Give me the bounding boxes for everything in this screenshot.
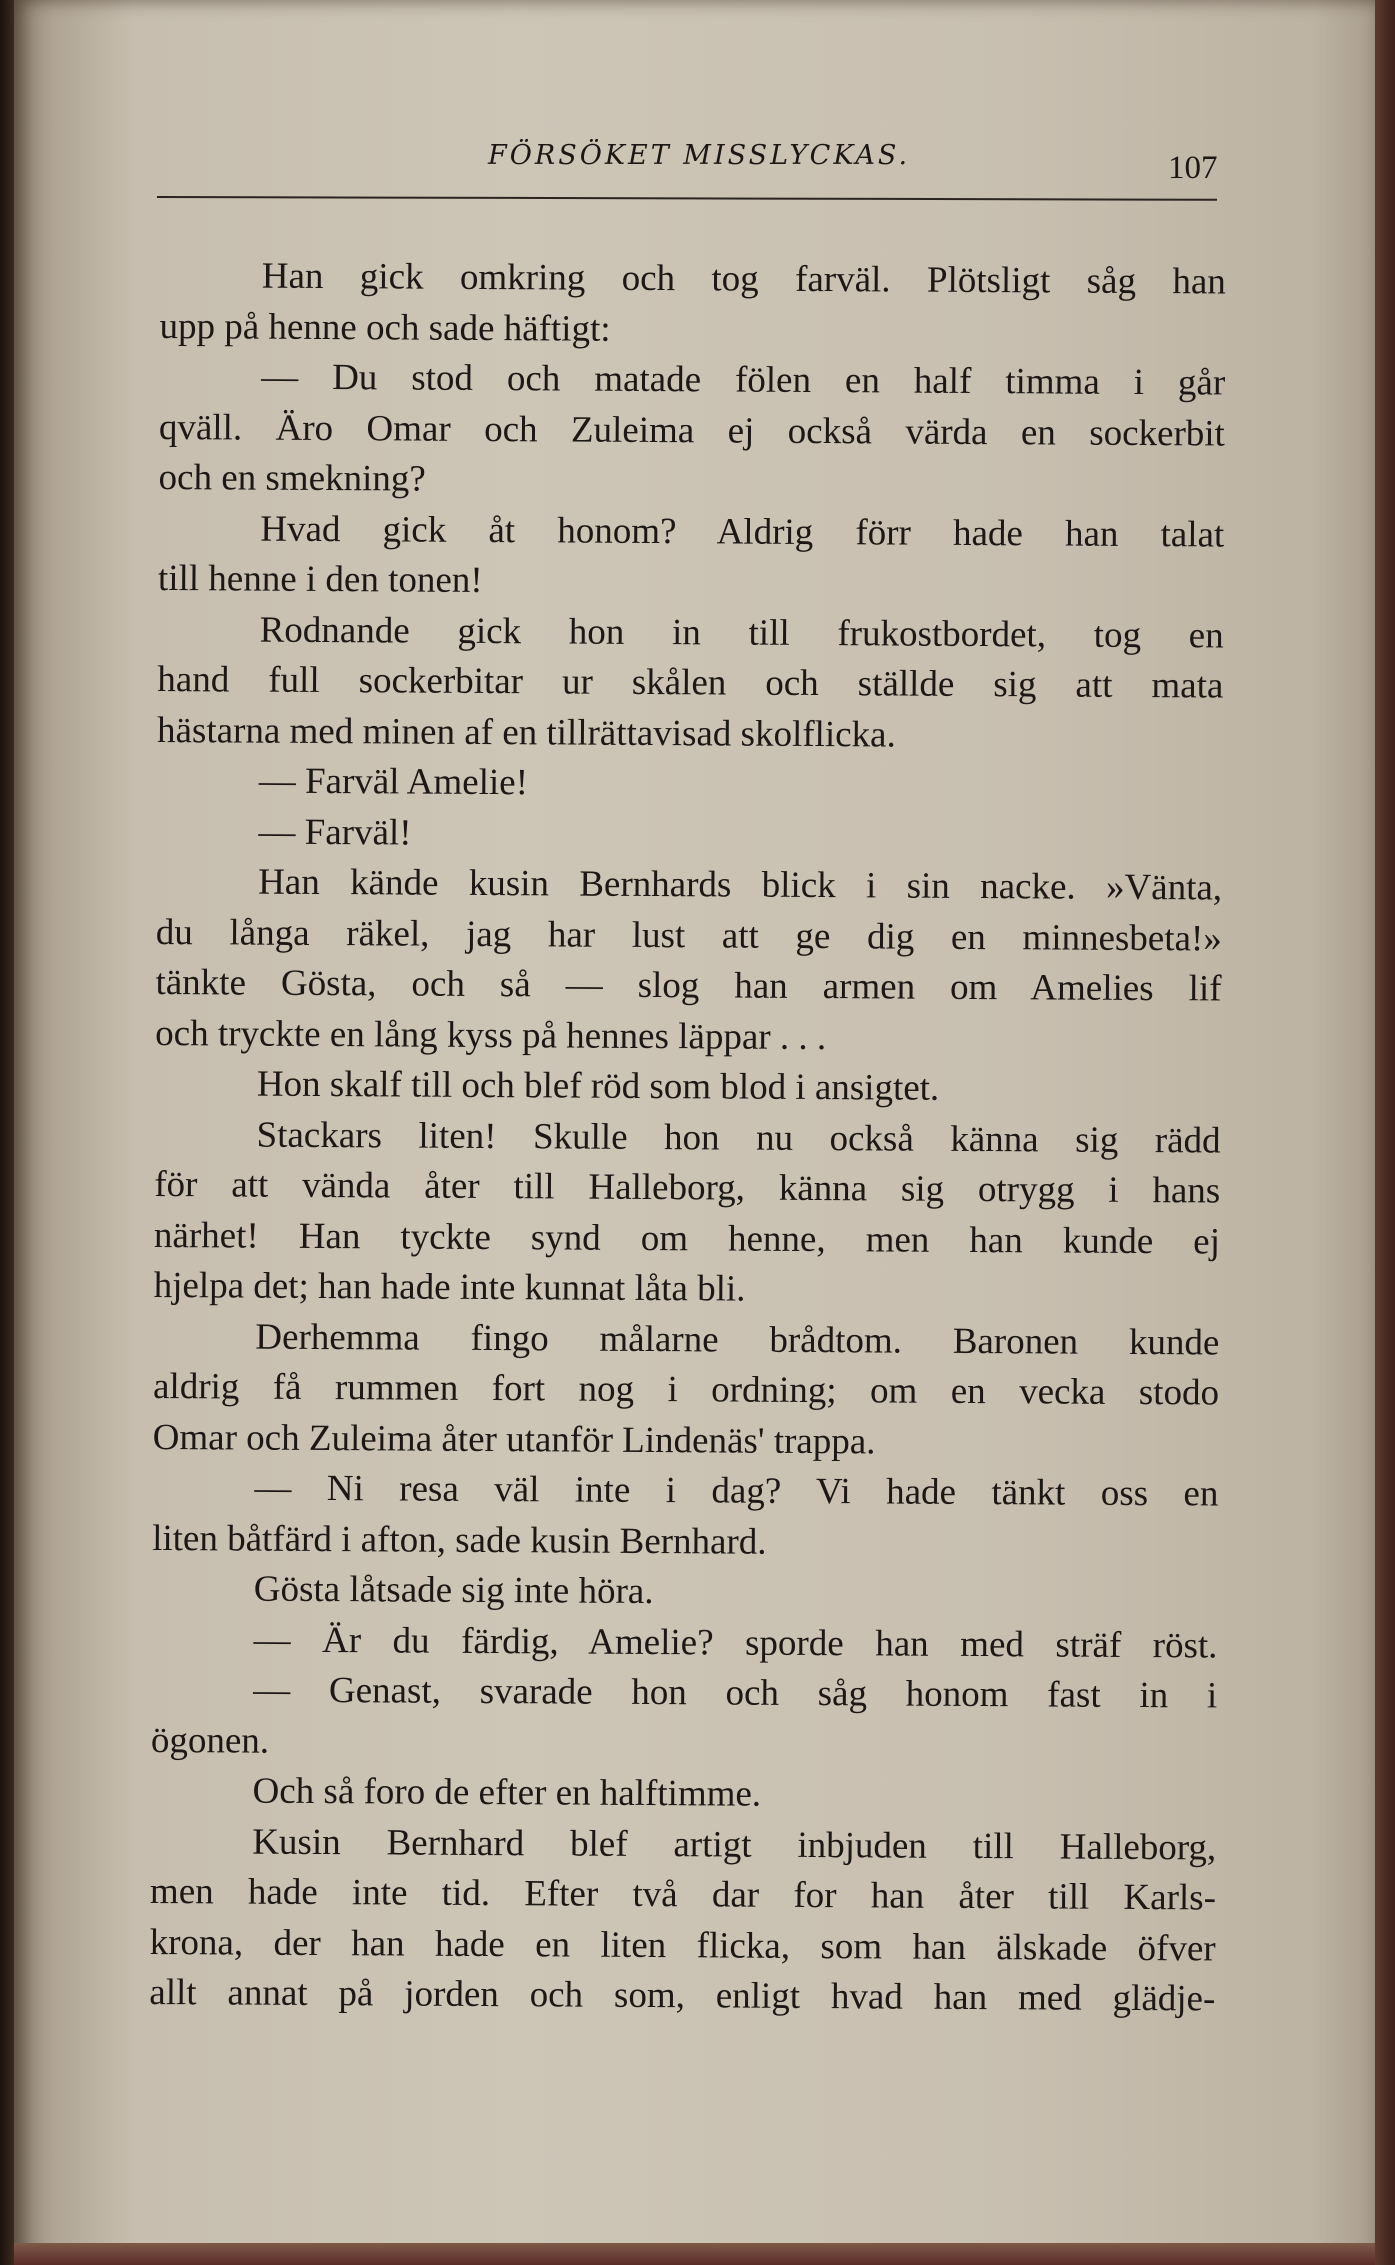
text-line: men hade inte tid. Efter två dar for han åter till Karls- (149, 1870, 1217, 1919)
text-line: — Farväl! (258, 811, 412, 854)
text-line: — Du stod och matade fölen en half timma i går (261, 356, 1226, 404)
text-line: — Genast, svarade hon och såg honom fast in i (253, 1669, 1218, 1717)
body-text (149, 251, 1226, 2025)
running-head (0, 140, 1395, 190)
text-line: — Farväl Amelie! (258, 760, 529, 804)
text-line: Derhemma fingo målarne brådtom. Baronen kunde (255, 1316, 1220, 1363)
text-line: hästarna med minen af en tillrättavisad skolflicka. (156, 709, 896, 756)
text-line: hjelpa det; han hade inte kunnat låta bli. (153, 1264, 746, 1310)
book-bottom-edge (14, 2243, 1375, 2265)
text-line: liten båtfärd i afton, sade kusin Bernhard. (152, 1517, 767, 1563)
text-line: Gösta låtsade sig inte höra. (253, 1568, 654, 1613)
text-line: hand full sockerbitar ur skålen och ställde sig att mata (157, 658, 1224, 707)
text-line: Omar och Zuleima åter utanför Lindenäs' trappa. (152, 1416, 876, 1462)
text-line: qväll. Äro Omar och Zuleima ej också värda en sockerbit (158, 406, 1226, 455)
text-line: — Är du färdig, Amelie? sporde han med sträf röst. (253, 1619, 1218, 1666)
text-line: Kusin Bernhard blef artigt inbjuden till Halleborg, (252, 1821, 1217, 1868)
text-line: ögonen. (150, 1719, 270, 1762)
text-line: Hvad gick åt honom? Aldrig förr hade han talat (260, 508, 1225, 556)
text-line: krona, der han hade en liten flicka, som han älskade öfver (149, 1921, 1216, 1969)
text-line: och en smekning? (158, 456, 426, 500)
text-line: Och så foro de efter en halftimme. (252, 1770, 762, 1815)
book-cover-edge (1375, 0, 1395, 2265)
text-line: du långa räkel, jag har lust att ge dig en minnesbeta!» (155, 911, 1222, 959)
text-line: Rodnande gick hon in till frukostbordet, tog en (259, 609, 1224, 657)
text-line: Han kände kusin Bernhards blick i sin nacke. »Vänta, (258, 861, 1223, 909)
text-line: och tryckte en lång kyss på hennes läppar . . . (155, 1012, 827, 1058)
text-line: till henne i den tonen! (157, 557, 483, 601)
text-line: upp på henne och sade häftigt: (159, 305, 611, 350)
text-line: Stackars liten! Skulle hon nu också känna sig rädd (256, 1114, 1221, 1161)
text-line: Han gick omkring och tog farväl. Plötsligt såg han (261, 255, 1226, 303)
running-title: FÖRSÖKET MISSLYCKAS. (488, 140, 911, 171)
book-spine-shadow (0, 0, 14, 2265)
text-line: för att vända åter till Halleborg, känna sig otrygg i hans (154, 1163, 1221, 1212)
text-line: aldrig få rummen fort nog i ordning; om en vecka stodo (152, 1365, 1220, 1414)
text-line: tänkte Gösta, och så — slog han armen om Amelies lif (155, 961, 1222, 1010)
page-number: 107 (1168, 150, 1218, 186)
text-line: allt annat på jorden och som, enligt hvad han med glädje- (149, 1971, 1216, 2020)
text-line: närhet! Han tyckte synd om henne, men han kunde ej (153, 1214, 1221, 1262)
text-line: Hon skalf till och blef röd som blod i ansigtet. (256, 1063, 940, 1109)
text-line: — Ni resa väl inte i dag? Vi hade tänkt oss en (254, 1467, 1219, 1515)
